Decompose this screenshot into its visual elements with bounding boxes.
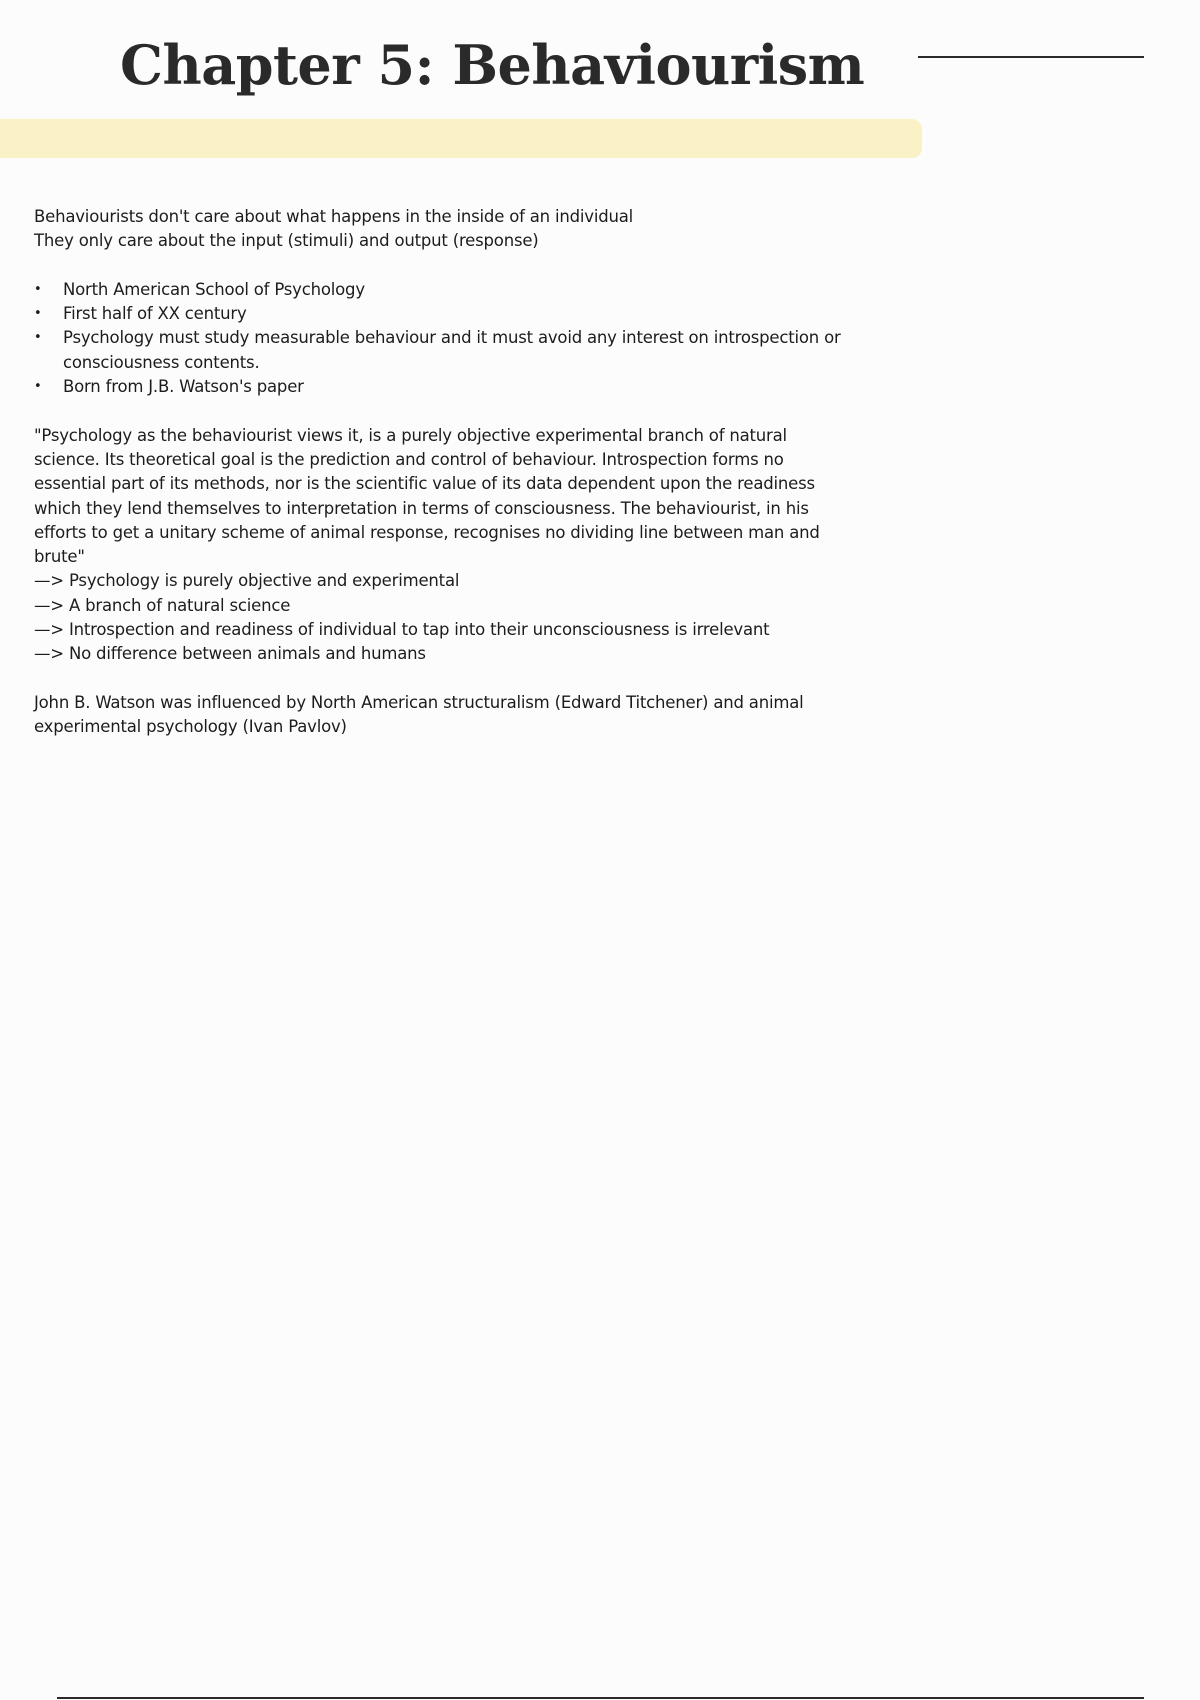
top-divider <box>918 56 1144 58</box>
watson-quote: "Psychology as the behaviourist views it, is a purely objective experimental branch of natural science. Its theoretical goal is the prediction and control of behaviour. Introspection forms no essential part of its methods, nor is the scientific value of its data dependent upon the readiness which they lend themselves to interpretation in terms of consciousness. The behaviourist, in his efforts to get a unitary scheme of animal response, recognises no dividing line between man and brute" <box>34 425 820 567</box>
arrow-point: —> Introspection and readiness of individual to tap into their unconsciousness is irrelevant <box>34 620 770 640</box>
spacer <box>34 667 854 691</box>
arrow-point: —> No difference between animals and humans <box>34 644 426 664</box>
bullet-item: • Born from J.B. Watson's paper <box>34 375 854 399</box>
notes-body <box>34 205 854 740</box>
bullet-item: • First half of XX century <box>34 302 854 326</box>
bullet-list <box>34 278 854 399</box>
spacer <box>34 254 854 278</box>
page-title: Chapter 5: Behaviourism <box>120 33 865 97</box>
arrow-point: —> A branch of natural science <box>34 595 291 615</box>
bottom-divider <box>57 1697 1144 1699</box>
spacer <box>34 399 854 423</box>
intro-line: Behaviourists don't care about what happens in the inside of an individual <box>34 207 634 226</box>
arrow-point: —> Psychology is purely objective and experimental <box>34 571 460 591</box>
title-highlight-band <box>0 119 922 158</box>
intro-line: They only care about the input (stimuli) and output (response) <box>34 231 539 251</box>
closing-paragraph: John B. Watson was influenced by North American structuralism (Edward Titchener) and animal experimental psychology (Ivan Pavlov) <box>34 692 804 737</box>
bullet-item: • Psychology must study measurable behaviour and it must avoid any interest on introspection or consciousness contents. <box>34 326 854 375</box>
bullet-item: • North American School of Psychology <box>34 278 854 302</box>
